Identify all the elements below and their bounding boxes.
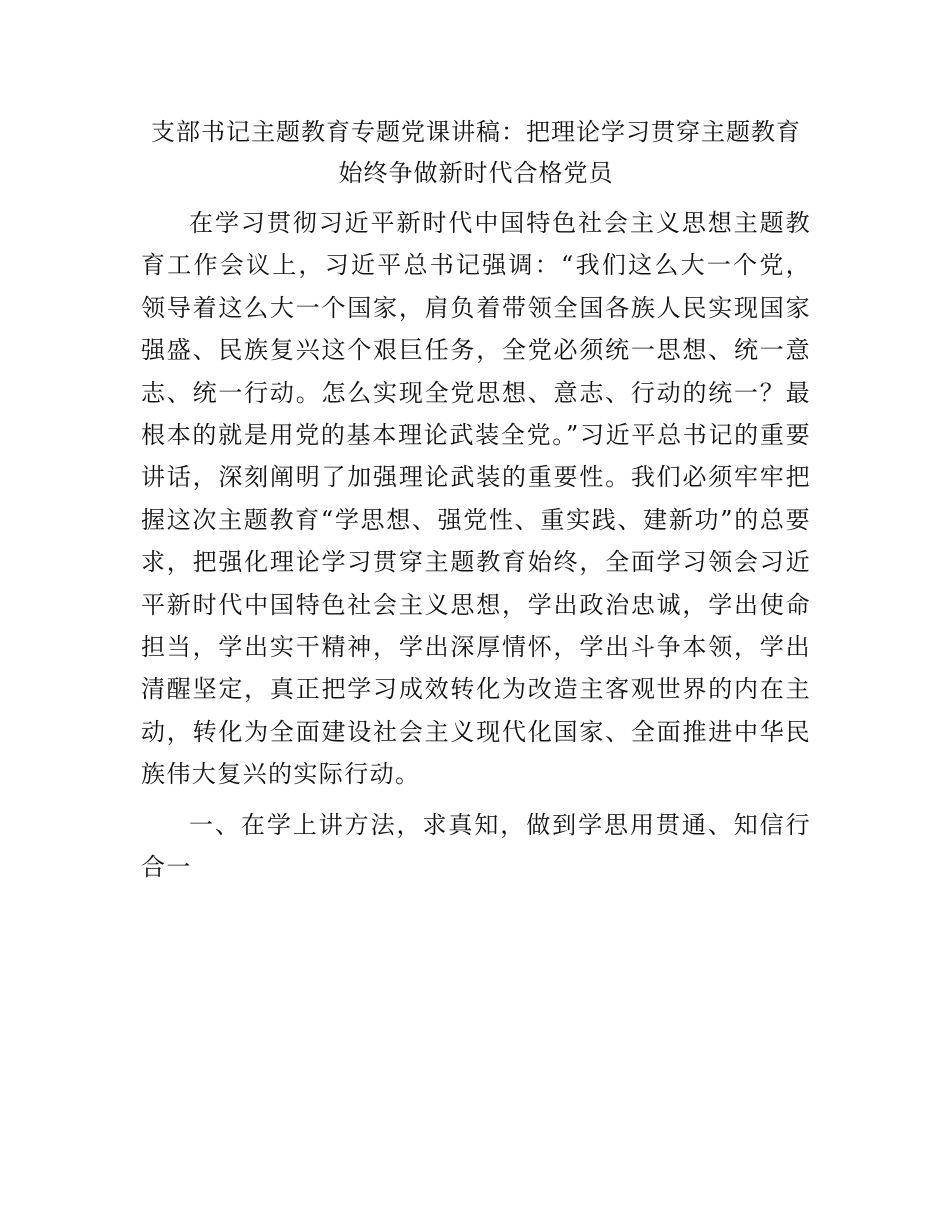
document-title: 支部书记主题教育专题党课讲稿：把理论学习贯穿主题教育始终争做新时代合格党员 bbox=[151, 118, 801, 187]
intro-paragraph: 在学习贯彻习近平新时代中国特色社会主义思想主题教育工作会议上，习近平总书记强调：“我们这么大一个党，领导着这么大一个国家，肩负着带领全国各族人民实现国家强盛、民族复兴这个艰巨任务，全党必须统一思想、统一意志、统一行动。怎么实现全党思想、意志、行动的统一？最根本的就是用党的基本理论武装全党。”习近平总书记的重要讲话，深刻阐明了加强理论武装的重要性。我们必须牢牢把握这次主题教育“学思想、强党性、重实践、建新功”的总要求，把强化理论学习贯穿主题教育始终，全面学习领会习近平新时代中国特色社会主义思想，学出政治忠诚，学出使命担当，学出实干精神，学出深厚情怀，学出斗争本领，学出清醒坚定，真正把学习成效转化为改造主客观世界的内在主动，转化为全面建设社会主义现代化国家、全面推进中华民族伟大复兴的实际行动。 bbox=[141, 209, 811, 789]
section-heading: 一、在学上讲方法，求真知，做到学思用贯通、知信行合一 bbox=[141, 810, 811, 882]
document-page bbox=[141, 112, 811, 889]
